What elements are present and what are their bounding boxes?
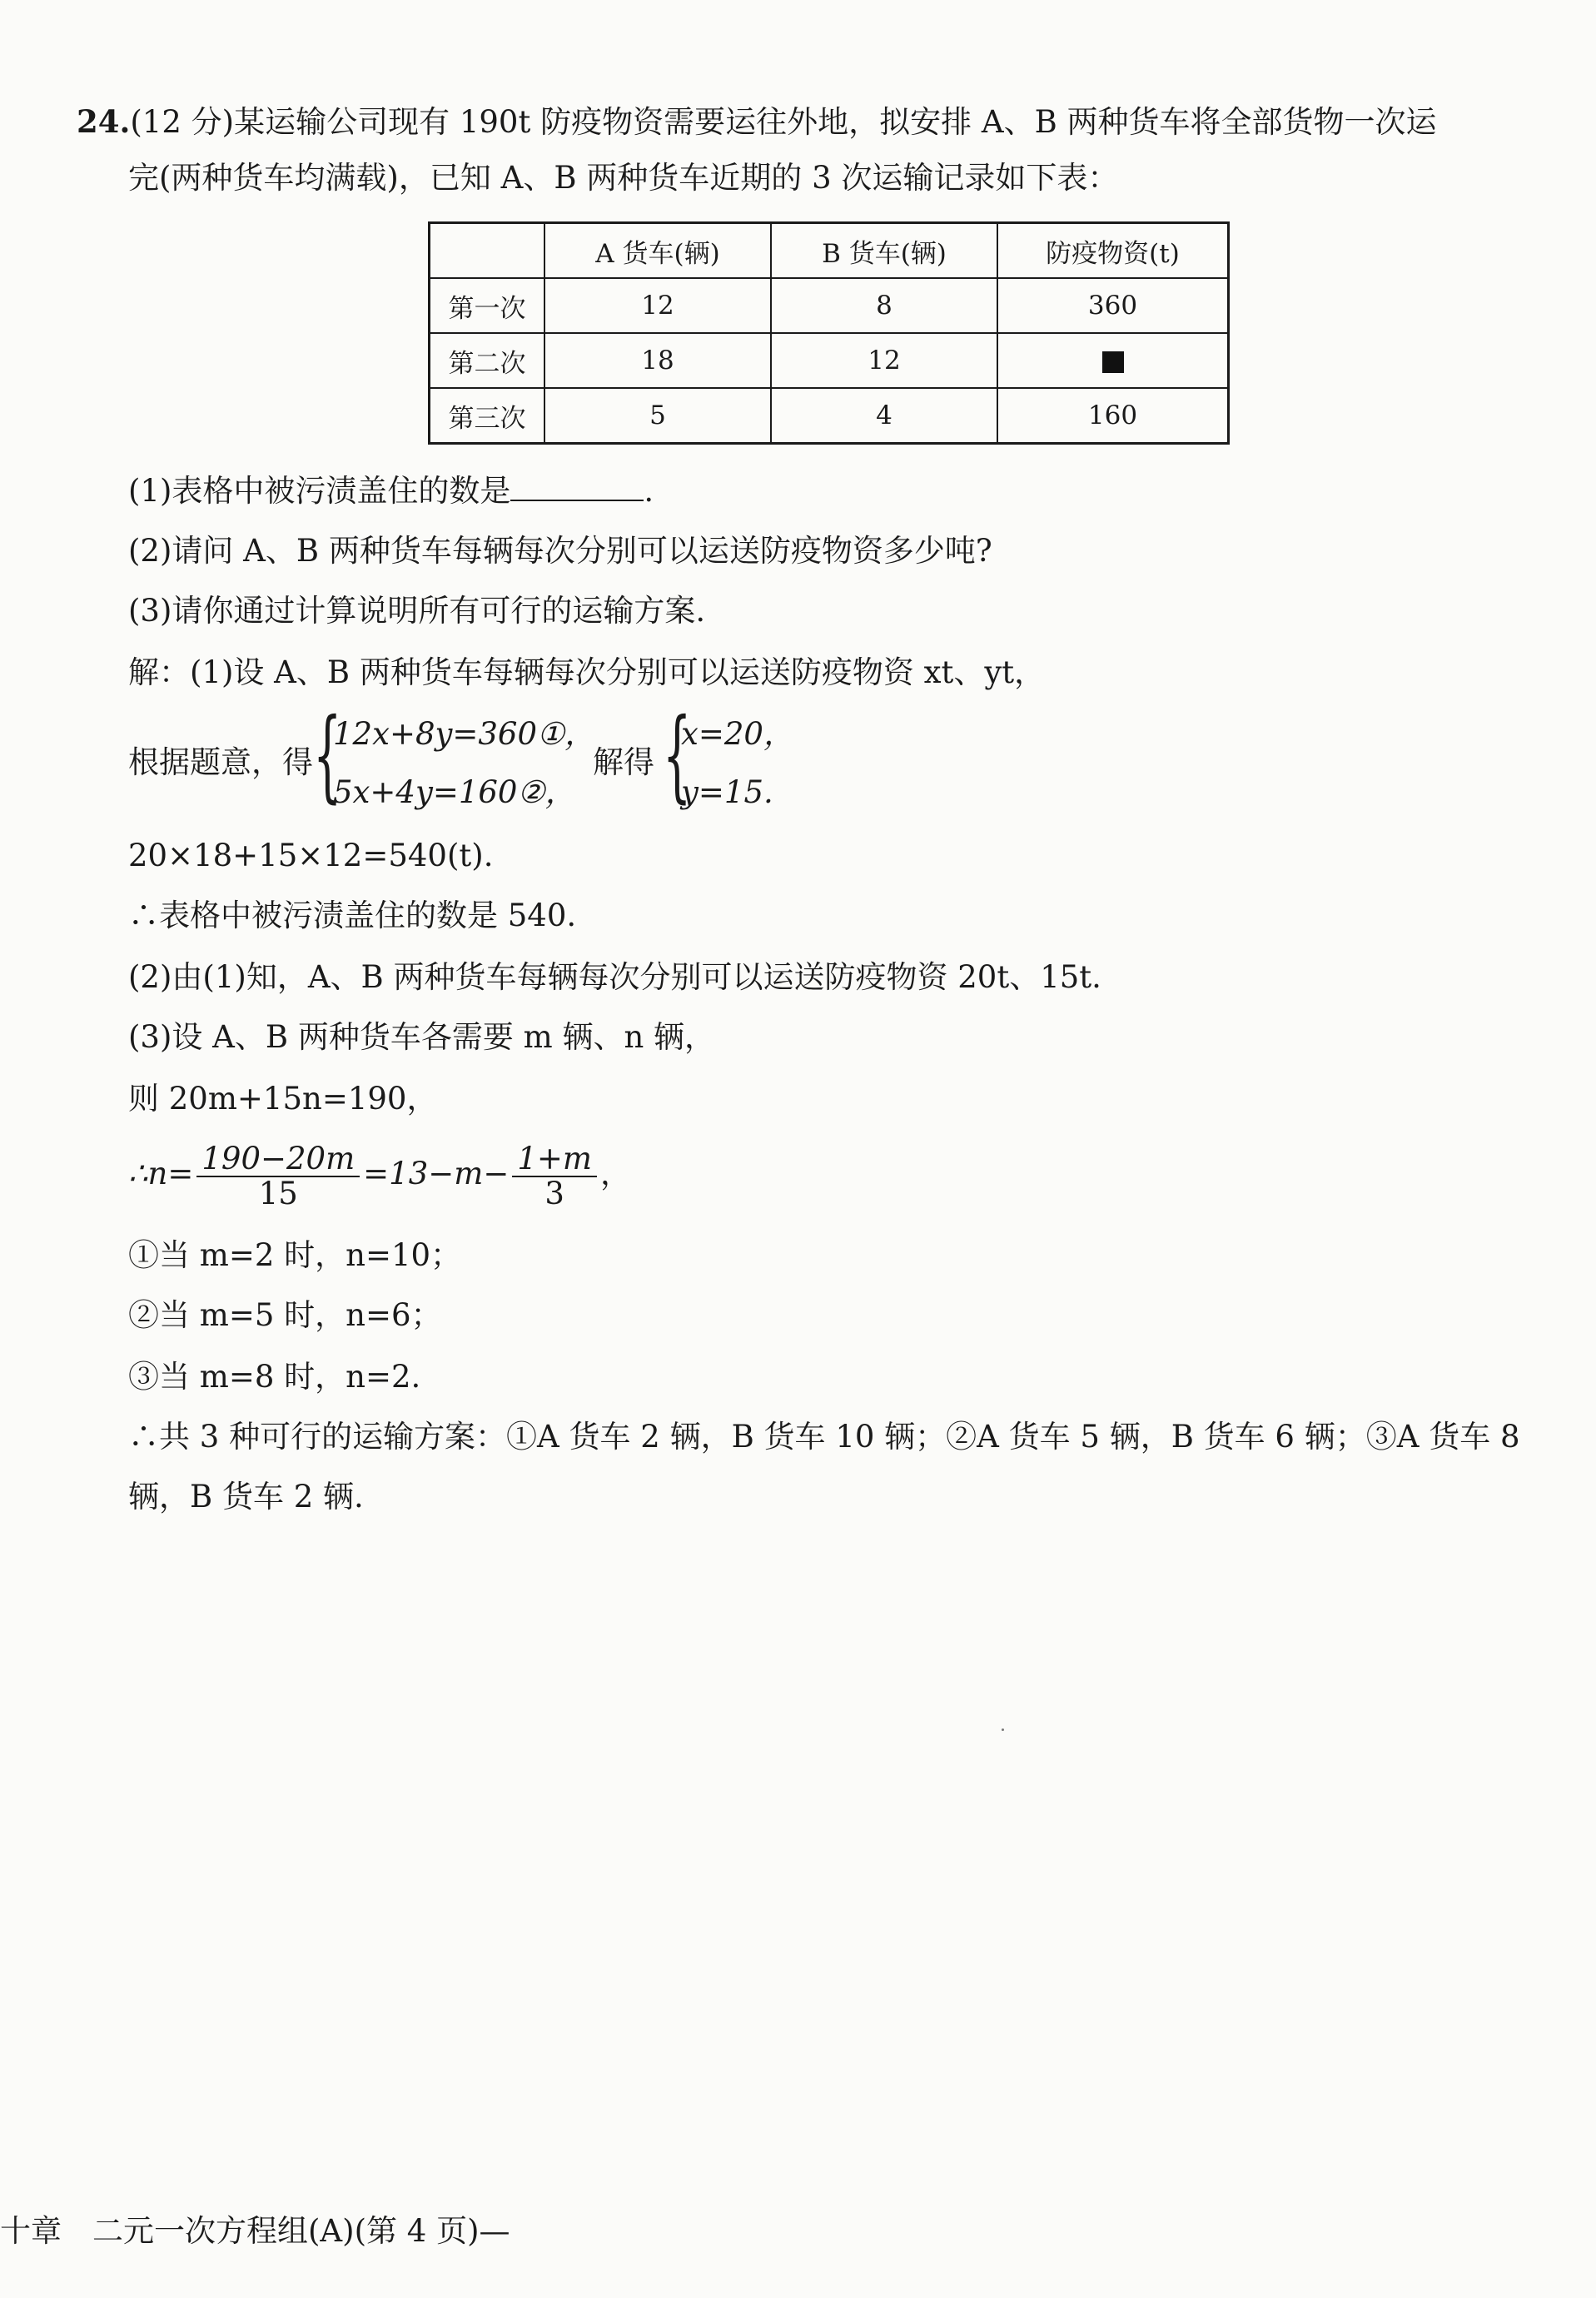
case-3: ③当 m=8 时，n=2. xyxy=(128,1359,421,1395)
transport-record-table xyxy=(428,221,1230,445)
question-line-1 xyxy=(77,102,1437,142)
subquestion-1 xyxy=(128,471,654,511)
fraction-1-denominator: 15 xyxy=(258,1175,298,1211)
subquestion-3: (3)请你通过计算说明所有可行的运输方案. xyxy=(128,593,706,629)
question-line-2: 完(两种货车均满载)，已知 A、B 两种货车近期的 3 次运输记录如下表： xyxy=(128,160,1119,196)
table-row xyxy=(430,388,1229,444)
ink-stain xyxy=(1102,351,1124,373)
row-label: 第二次 xyxy=(430,333,545,388)
solution-line-5: (2)由(1)知，A、B 两种货车每辆每次分别可以运送防疫物资 20t、15t. xyxy=(128,959,1101,995)
stain-cell xyxy=(997,333,1229,388)
expr-start: ∴n= xyxy=(128,1156,194,1191)
case-1: ①当 m=2 时，n=10； xyxy=(128,1237,462,1273)
table-header-cell: 防疫物资(t) xyxy=(997,223,1229,279)
table-row xyxy=(430,333,1229,388)
solution-line-6: (3)设 A、B 两种货车各需要 m 辆、n 辆， xyxy=(128,1019,716,1055)
question-number: 24. xyxy=(77,103,131,140)
table-cell: 5 xyxy=(544,388,771,444)
fraction-2 xyxy=(512,1142,597,1211)
question-text-1: (12 分)某运输公司现有 190t 防疫物资需要运往外地，拟安排 A、B 两种货车将全部货物一次运 xyxy=(130,104,1437,140)
solution-fraction-line xyxy=(128,1139,631,1211)
subquestion-1-text: (1)表格中被污渍盖住的数是 xyxy=(128,473,511,509)
table-cell: 160 xyxy=(997,388,1229,444)
solution-line-4: ∴表格中被污渍盖住的数是 540. xyxy=(128,898,577,933)
result-y: y=15. xyxy=(681,774,773,810)
subquestion-2: (2)请问 A、B 两种货车每辆每次分别可以运送防疫物资多少吨? xyxy=(128,533,992,569)
table-cell: 360 xyxy=(997,278,1229,333)
solution-line-1: 解：(1)设 A、B 两种货车每辆每次分别可以运送防疫物资 xt、yt， xyxy=(128,654,1046,690)
solution-line-7: 则 20m+15n=190， xyxy=(128,1081,438,1117)
fraction-2-denominator: 3 xyxy=(544,1175,564,1211)
page-footer: 十章 二元一次方程组(A)(第 4 页)— xyxy=(0,2213,510,2249)
table-cell: 18 xyxy=(544,333,771,388)
fraction-1 xyxy=(196,1142,360,1211)
left-brace: { xyxy=(313,698,342,813)
table-cell: 12 xyxy=(544,278,771,333)
solution-line-3: 20×18+15×12=540(t). xyxy=(128,838,494,873)
equation-1: 12x+8y=360①， xyxy=(333,716,596,752)
left-brace-result: { xyxy=(663,698,692,813)
table-header-row xyxy=(430,223,1229,279)
row-label: 第一次 xyxy=(430,278,545,333)
case-2: ②当 m=5 时，n=6； xyxy=(128,1297,442,1333)
answer-blank xyxy=(510,475,644,501)
expr-middle: =13−m− xyxy=(363,1156,510,1191)
conclusion-line-1: ∴共 3 种可行的运输方案：①A 货车 2 辆，B 货车 10 辆；②A 货车 5 辆，B 货车 6 辆；③A 货车 8 xyxy=(128,1419,1520,1455)
table-row xyxy=(430,278,1229,333)
table-cell: 12 xyxy=(771,333,997,388)
table-header-cell: B 货车(辆) xyxy=(771,223,997,279)
fraction-2-numerator: 1+m xyxy=(512,1142,597,1177)
solve-label: 解得 xyxy=(593,744,654,780)
table-header-cell xyxy=(430,223,545,279)
scan-speck xyxy=(1002,1728,1004,1731)
table-cell: 4 xyxy=(771,388,997,444)
solution-intro: 根据题意，得 xyxy=(128,744,313,780)
subquestion-1-end: . xyxy=(644,473,654,509)
result-x: x=20， xyxy=(681,716,794,752)
row-label: 第三次 xyxy=(430,388,545,444)
table-cell: 8 xyxy=(771,278,997,333)
equation-2: 5x+4y=160②， xyxy=(333,774,576,810)
fraction-1-numerator: 190−20m xyxy=(196,1142,360,1177)
conclusion-line-2: 辆，B 货车 2 辆. xyxy=(128,1479,364,1515)
table-header-cell: A 货车(辆) xyxy=(544,223,771,279)
expr-end: ， xyxy=(599,1156,631,1191)
